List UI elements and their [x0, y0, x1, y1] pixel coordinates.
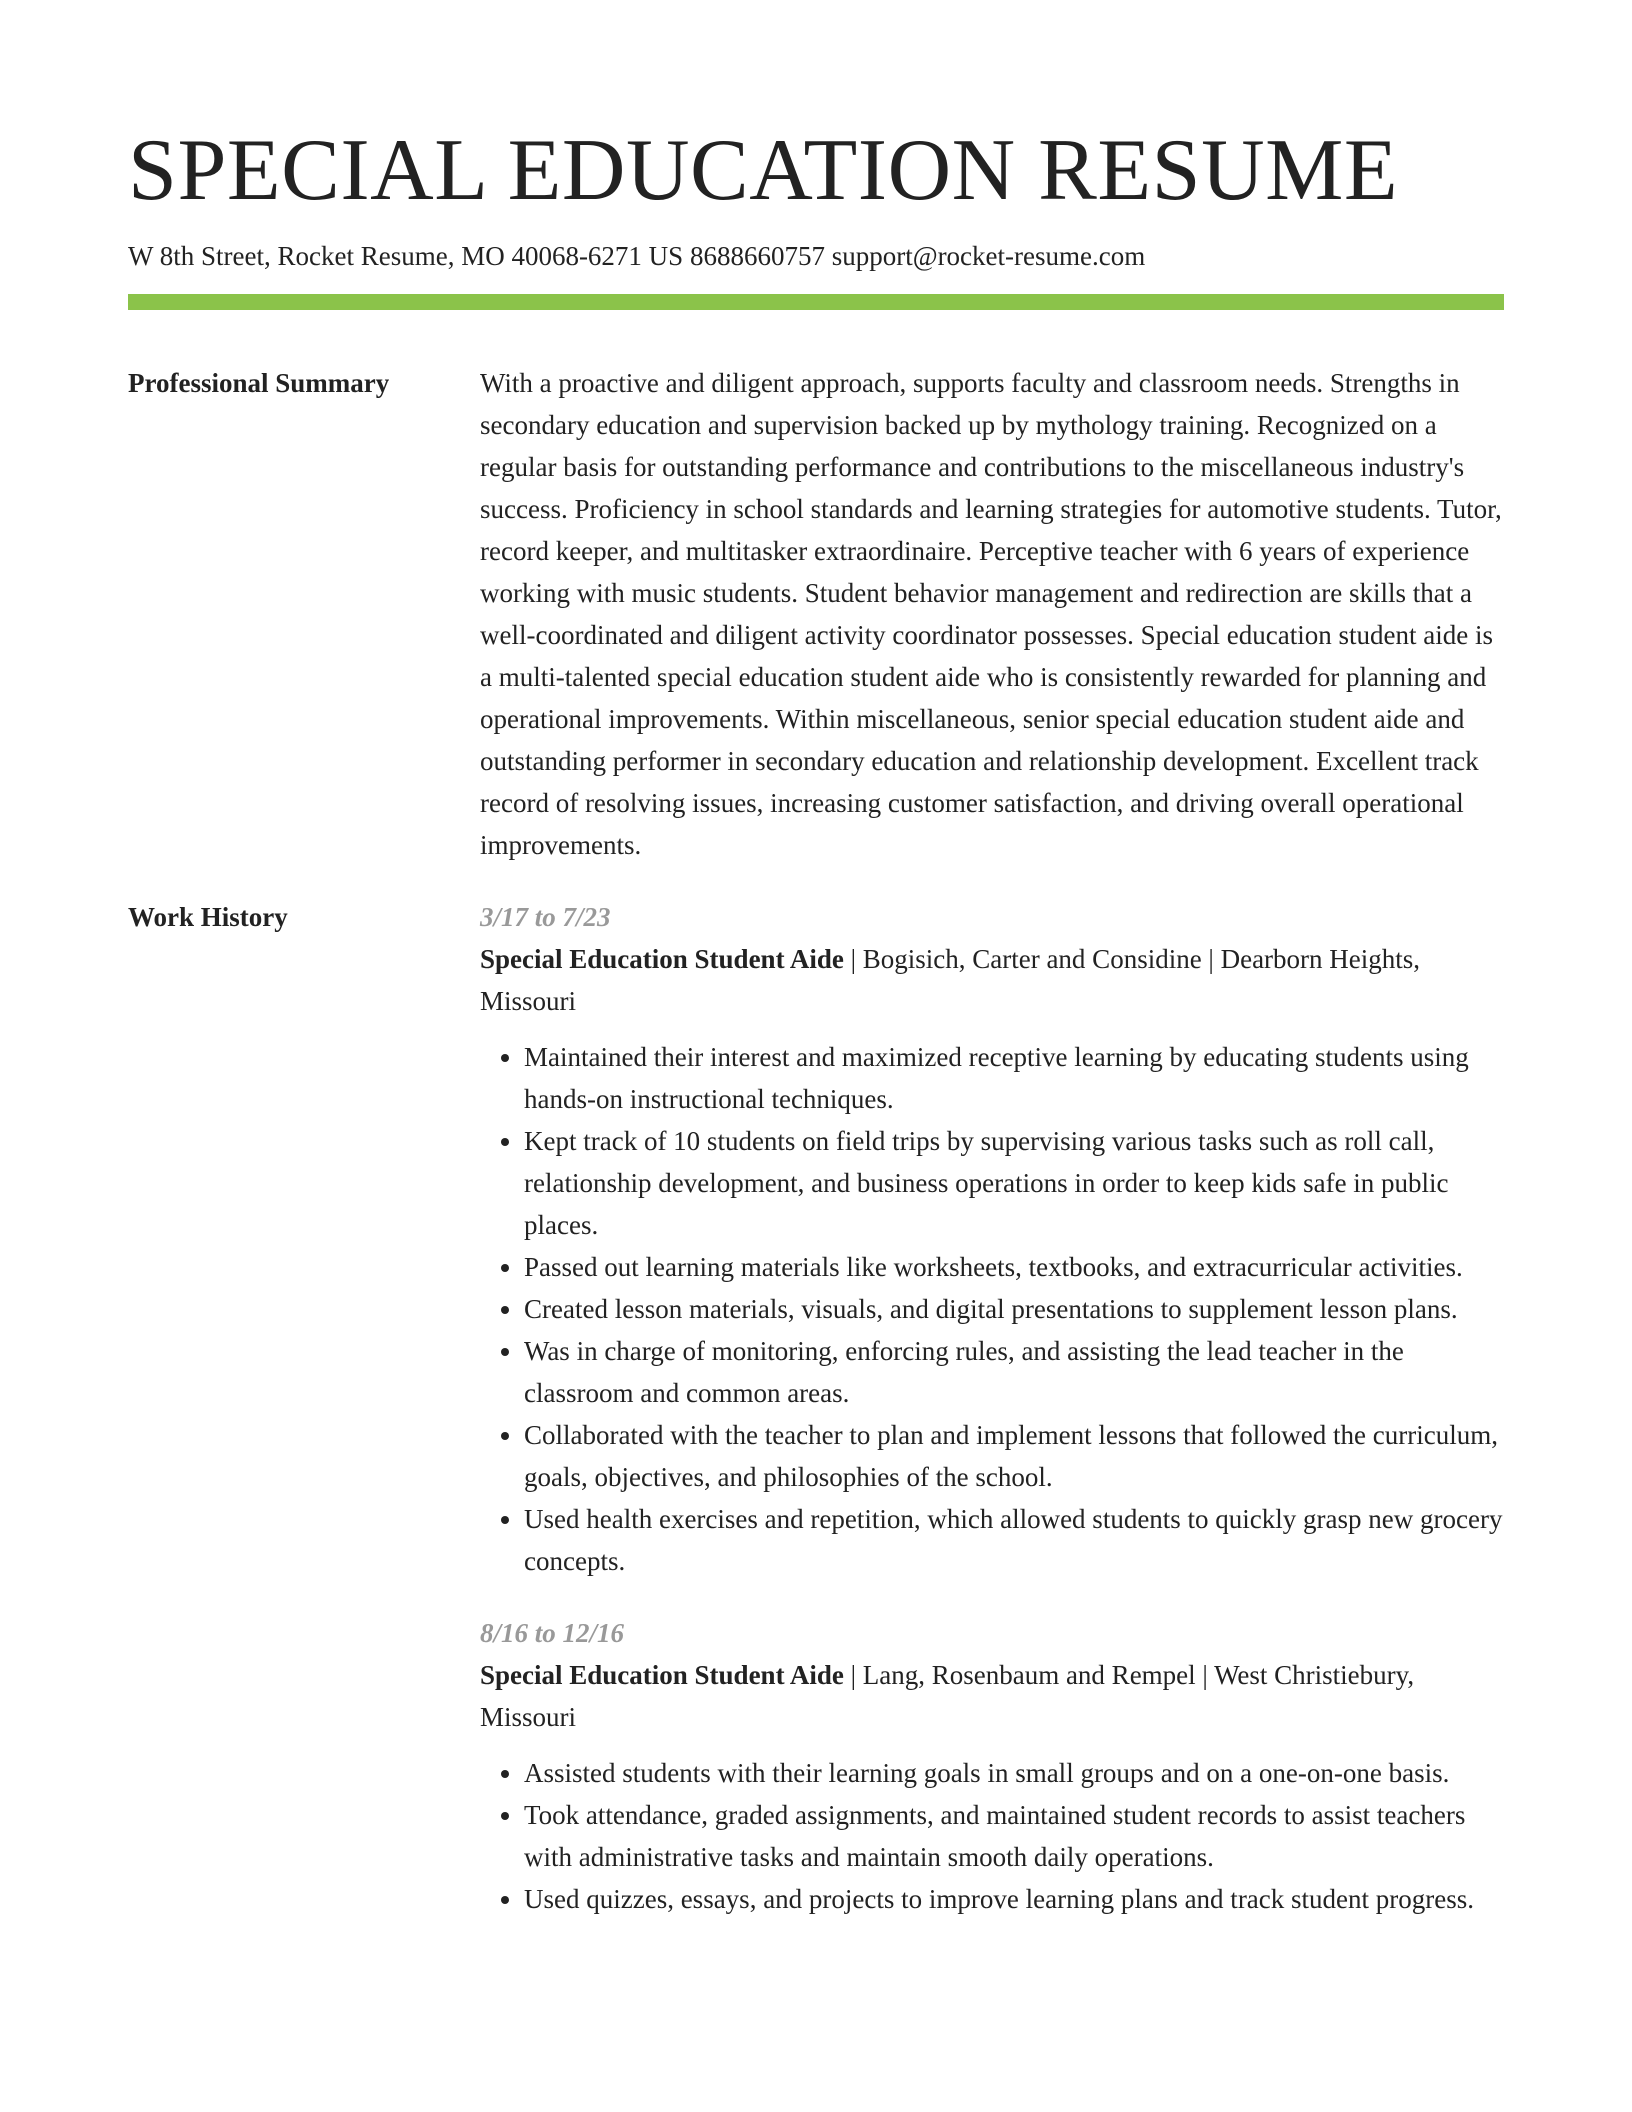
job-employer-location: | Lang, Rosenbaum and Rempel | West Christiebury, Missouri [480, 1660, 1415, 1732]
job-duty-item: • Passed out learning materials like worksheets, textbooks, and extracurricular activities. [524, 1246, 1504, 1288]
job-title: Special Education Student Aide [480, 1660, 844, 1690]
summary-body [480, 362, 1504, 866]
professional-summary-section [128, 362, 1504, 866]
header-divider [128, 294, 1504, 310]
job-heading [480, 1654, 1504, 1738]
job-dates: 3/17 to 7/23 [480, 902, 611, 932]
work-history-section [128, 896, 1504, 1920]
resume-title: SPECIAL EDUCATION RESUME [128, 122, 1399, 219]
job-duties-list [480, 1752, 1504, 1920]
section-title-summary: Professional Summary [128, 368, 390, 398]
work-history-body [480, 896, 1504, 1920]
job-duty-item: • Assisted students with their learning goals in small groups and on a one-on-one basis. [524, 1752, 1504, 1794]
job-employer-location: | Bogisich, Carter and Considine | Dearborn Heights, Missouri [480, 944, 1421, 1016]
job-heading [480, 938, 1504, 1022]
job-entry [480, 1612, 1504, 1920]
job-duty-item: • Used health exercises and repetition, which allowed students to quickly grasp new grocery concepts. [524, 1498, 1504, 1582]
job-duty-item: • Kept track of 10 students on field trips by supervising various tasks such as roll call, relationship development, and business operations in order to keep kids safe in public places. [524, 1120, 1504, 1246]
contact-line: W 8th Street, Rocket Resume, MO 40068-6271 US 8688660757 support@rocket-resume.com [128, 241, 1146, 271]
job-duty-item: • Took attendance, graded assignments, and maintained student records to assist teachers with administrative tasks and maintain smooth daily operations. [524, 1794, 1504, 1878]
job-duty-item: • Collaborated with the teacher to plan and implement lessons that followed the curriculum, goals, objectives, and philosophies of the school. [524, 1414, 1504, 1498]
job-duty-item: • Created lesson materials, visuals, and digital presentations to supplement lesson plans. [524, 1288, 1504, 1330]
job-duty-item: • Was in charge of monitoring, enforcing rules, and assisting the lead teacher in the classroom and common areas. [524, 1330, 1504, 1414]
job-title: Special Education Student Aide [480, 944, 844, 974]
job-duty-item: • Maintained their interest and maximized receptive learning by educating students using hands-on instructional techniques. [524, 1036, 1504, 1120]
job-dates: 8/16 to 12/16 [480, 1618, 625, 1648]
job-duties-list [480, 1036, 1504, 1582]
job-entry [480, 896, 1504, 1582]
section-title-work-history: Work History [128, 902, 288, 932]
job-duty-item: • Used quizzes, essays, and projects to improve learning plans and track student progress. [524, 1878, 1504, 1920]
summary-text: With a proactive and diligent approach, supports faculty and classroom needs. Strengths in secondary education and supervision backed up by mythology training. Recognized on a regular basis for outstanding performance and contributions to the miscellaneous industry's success. Proficiency in school standards and learning strategies for automotive students. Tutor, record keeper, and multitasker extraordinaire. Perceptive teacher with 6 years of experience working with music students. Student behavior management and redirection are skills that a well-coordinated and diligent activity coordinator possesses. Special education student aide is a multi-talented special education student aide who is consistently rewarded for planning and operational improvements. Within miscellaneous, senior special education student aide and outstanding performer in secondary education and relationship development. Excellent track record of resolving issues, increasing customer satisfaction, and driving overall operational improvements. [480, 368, 1502, 860]
